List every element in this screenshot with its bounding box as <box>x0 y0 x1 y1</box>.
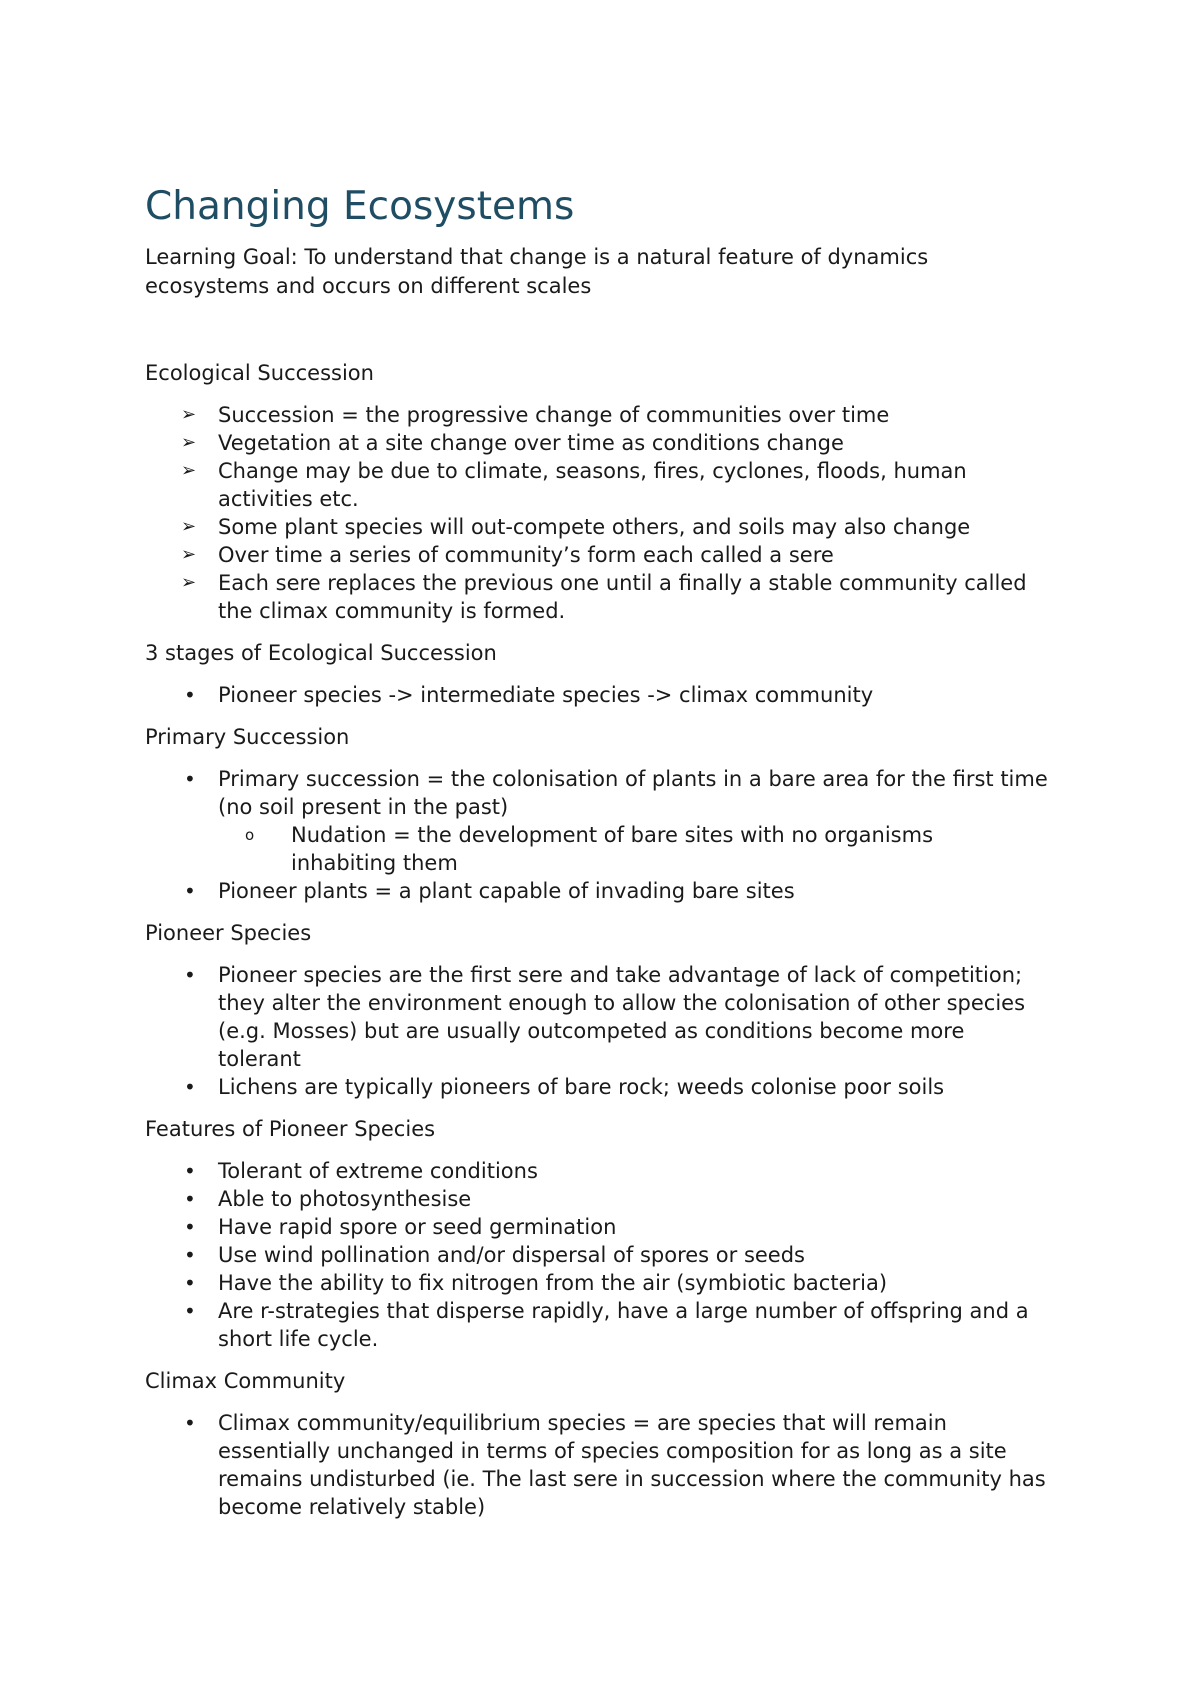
section-heading-ecological-succession: Ecological Succession <box>145 361 374 385</box>
bullet-icon: • <box>184 683 196 707</box>
bullet-icon: • <box>184 1299 196 1323</box>
section-heading-climax-community: Climax Community <box>145 1369 346 1393</box>
bullet-icon: • <box>184 1159 196 1183</box>
arrow-bullet-icon: ➢ <box>181 432 197 453</box>
list-item: ➢ Some plant species will out-compete others, and soils may also change <box>181 515 971 539</box>
section-heading-primary-succession: Primary Succession <box>145 725 350 749</box>
section-heading-pioneer-species: Pioneer Species <box>145 921 312 945</box>
arrow-bullet-icon: ➢ <box>181 404 197 425</box>
list-item: • Pioneer species are the first sere and take advantage of lack of competition; they alter the environment enough to allow the colonisation of other species (e.g. Mosses) but are usually outcompeted as conditions become more tolerant <box>184 963 1026 1071</box>
section-heading-features-pioneer: Features of Pioneer Species <box>145 1117 436 1141</box>
arrow-bullet-icon: ➢ <box>181 544 197 565</box>
list-item: ➢ Vegetation at a site change over time as conditions change <box>181 431 844 455</box>
list-item: ➢ Change may be due to climate, seasons, fires, cyclones, floods, human activities etc. <box>181 459 967 511</box>
list-item: • Pioneer plants = a plant capable of invading bare sites <box>184 879 795 903</box>
bullet-icon: • <box>184 767 196 791</box>
list-item: • Have rapid spore or seed germination <box>184 1215 617 1239</box>
list-item: • Use wind pollination and/or dispersal of spores or seeds <box>184 1243 805 1267</box>
bullet-icon: • <box>184 1215 196 1239</box>
ecological-succession-list <box>145 401 1100 625</box>
list-item: ➢ Succession = the progressive change of communities over time <box>181 403 890 427</box>
learning-goal: Learning Goal: To understand that change is a natural feature of dynamics ecosystems and occurs on different scales <box>145 245 929 298</box>
list-item: • Climax community/equilibrium species = are species that will remain essentially unchanged in terms of species composition for as long as a site remains undisturbed (ie. The last sere in succession where the community has become relatively stable) <box>184 1411 1046 1519</box>
list-item: • Have the ability to fix nitrogen from the air (symbiotic bacteria) <box>184 1271 888 1295</box>
list-item: ➢ Each sere replaces the previous one until a finally a stable community called the climax community is formed. <box>181 571 1027 623</box>
bullet-icon: • <box>184 1243 196 1267</box>
three-stages-list <box>145 681 1100 709</box>
arrow-bullet-icon: ➢ <box>181 572 197 593</box>
list-item: ➢ Over time a series of community’s form each called a sere <box>181 543 834 567</box>
pioneer-species-list <box>145 961 1100 1101</box>
arrow-bullet-icon: ➢ <box>181 516 197 537</box>
bullet-icon: • <box>184 963 196 987</box>
list-item: • Lichens are typically pioneers of bare rock; weeds colonise poor soils <box>184 1075 945 1099</box>
page-title: Changing Ecosystems <box>145 184 575 229</box>
bullet-icon: • <box>184 1271 196 1295</box>
section-heading-three-stages: 3 stages of Ecological Succession <box>145 641 497 665</box>
features-pioneer-list <box>145 1157 1100 1353</box>
arrow-bullet-icon: ➢ <box>181 460 197 481</box>
bullet-icon: • <box>184 1187 196 1211</box>
climax-community-list <box>145 1409 1100 1521</box>
bullet-icon: • <box>184 879 196 903</box>
list-item: • Pioneer species -> intermediate species -> climax community <box>184 683 874 707</box>
primary-succession-list <box>145 765 1100 905</box>
list-item: • Tolerant of extreme conditions <box>184 1159 538 1183</box>
list-item: • Able to photosynthesise <box>184 1187 472 1211</box>
circle-bullet-icon: o <box>245 826 255 844</box>
bullet-icon: • <box>184 1411 196 1435</box>
list-item: • Are r-strategies that disperse rapidly, have a large number of offspring and a short life cycle. <box>184 1299 1029 1351</box>
sub-list <box>218 821 1053 877</box>
bullet-icon: • <box>184 1075 196 1099</box>
sub-list-item: o Nudation = the development of bare sites with no organisms inhabiting them <box>245 823 934 875</box>
list-item: • Primary succession = the colonisation of plants in a bare area for the first time (no soil present in the past) o Nudation = the development of bare sites with no organisms inhabiting them <box>145 765 1053 877</box>
